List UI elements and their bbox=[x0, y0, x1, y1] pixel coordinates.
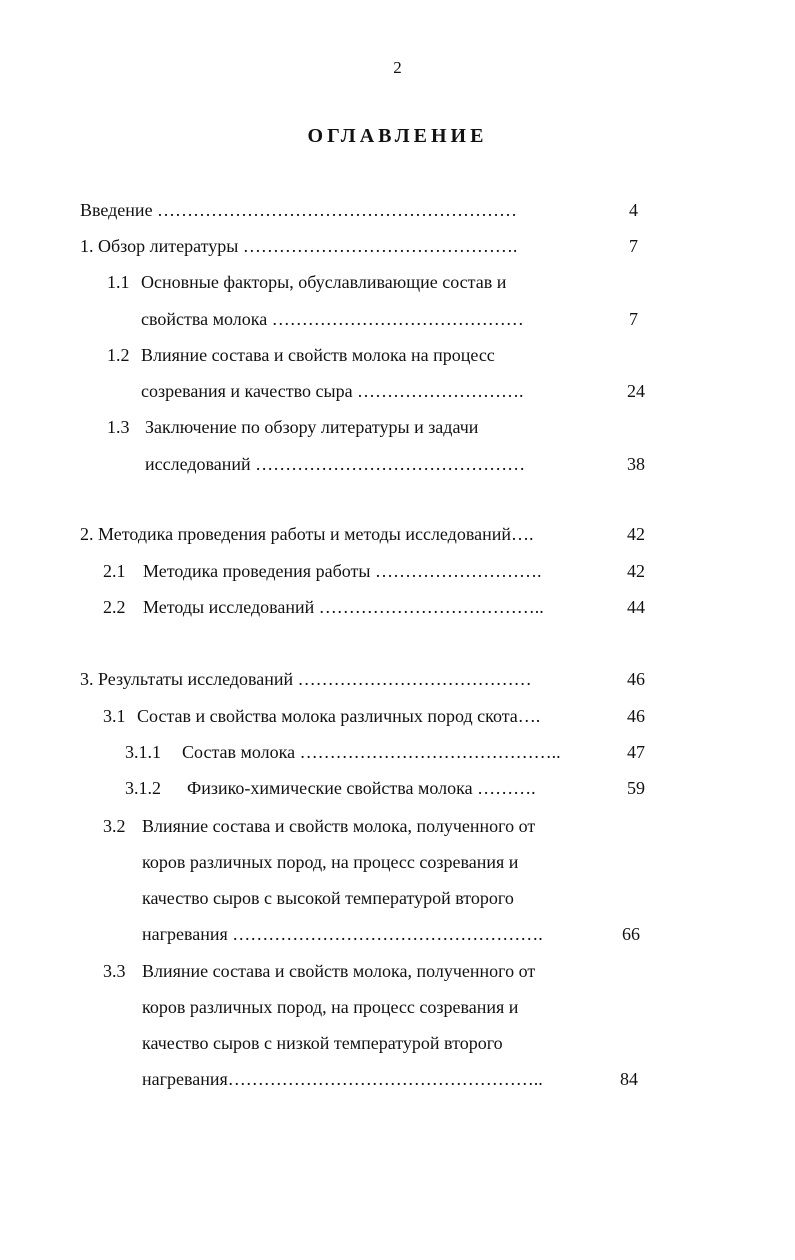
toc-page-2-2: 44 bbox=[627, 597, 645, 617]
toc-entry-1-3-number: 1.3 bbox=[107, 417, 130, 437]
toc-entry-3-3-line3: качество сыров с низкой температурой второго bbox=[142, 1033, 503, 1053]
toc-entry-3-3-number: 3.3 bbox=[103, 961, 126, 981]
toc-entry-2-1-number: 2.1 bbox=[103, 561, 126, 581]
toc-page-2: 42 bbox=[627, 524, 645, 544]
toc-entry-3-1-number: 3.1 bbox=[103, 706, 126, 726]
toc-page-2-1: 42 bbox=[627, 561, 645, 581]
toc-entry-1-1-line2: свойства молока …………………………………… bbox=[141, 309, 524, 329]
toc-entry-1-2-number: 1.2 bbox=[107, 345, 130, 365]
toc-entry-3: 3. Результаты исследований ………………………………… bbox=[80, 669, 532, 689]
toc-entry-1-1-number: 1.1 bbox=[107, 272, 130, 292]
page-number: 2 bbox=[393, 58, 402, 77]
toc-entry-2: 2. Методика проведения работы и методы исследований…. bbox=[80, 524, 534, 544]
toc-entry-3-1-2-number: 3.1.2 bbox=[125, 778, 161, 798]
toc-page-1: 7 bbox=[629, 236, 638, 256]
toc-entry-1: 1. Обзор литературы ………………………………………. bbox=[80, 236, 518, 256]
toc-entry-3-2-line2: коров различных пород, на процесс созревания и bbox=[142, 852, 519, 872]
toc-entry-2-2-text: Методы исследований ……………………………….. bbox=[143, 597, 544, 617]
page-title: ОГЛАВЛЕНИЕ bbox=[307, 125, 488, 147]
toc-page-3-3: 84 bbox=[620, 1069, 638, 1089]
toc-entry-1-1-line1: Основные факторы, обуславливающие состав и bbox=[141, 272, 507, 292]
toc-entry-1-3-line2: исследований ……………………………………… bbox=[145, 454, 526, 474]
toc-entry-2-2-number: 2.2 bbox=[103, 597, 126, 617]
toc-entry-3-3-line2: коров различных пород, на процесс созревания и bbox=[142, 997, 519, 1017]
toc-page-3-1: 46 bbox=[627, 706, 645, 726]
toc-entry-1-2-line1: Влияние состава и свойств молока на процесс bbox=[141, 345, 495, 365]
toc-entry-3-1-1-text: Состав молока …………………………………….. bbox=[182, 742, 561, 762]
toc-entry-3-1-text: Состав и свойства молока различных пород скота…. bbox=[137, 706, 541, 726]
toc-entry-3-2-line3: качество сыров с высокой температурой второго bbox=[142, 888, 514, 908]
toc-page-intro: 4 bbox=[629, 200, 638, 220]
toc-page-3-1-1: 47 bbox=[627, 742, 645, 762]
toc-entry-1-2-line2: созревания и качество сыра ………………………. bbox=[141, 381, 524, 401]
toc-entry-1-3-line1: Заключение по обзору литературы и задачи bbox=[145, 417, 479, 437]
toc-entry-3-3-line4: нагревания…………………………………………….. bbox=[142, 1069, 543, 1089]
toc-entry-3-1-1-number: 3.1.1 bbox=[125, 742, 161, 762]
toc-entry-intro: Введение …………………………………………………… bbox=[80, 200, 518, 220]
toc-page-3: 46 bbox=[627, 669, 645, 689]
toc-entry-3-2-line4: нагревания ……………………………………………. bbox=[142, 924, 543, 944]
toc-page-1-3: 38 bbox=[627, 454, 645, 474]
toc-page-3-1-2: 59 bbox=[627, 778, 645, 798]
toc-entry-3-3-line1: Влияние состава и свойств молока, полученного от bbox=[142, 961, 536, 981]
toc-entry-2-1-text: Методика проведения работы ………………………. bbox=[143, 561, 542, 581]
toc-page-1-1: 7 bbox=[629, 309, 638, 329]
toc-entry-3-2-line1: Влияние состава и свойств молока, полученного от bbox=[142, 816, 536, 836]
toc-entry-3-2-number: 3.2 bbox=[103, 816, 126, 836]
toc-page-3-2: 66 bbox=[622, 924, 640, 944]
toc-page-1-2: 24 bbox=[627, 381, 645, 401]
toc-entry-3-1-2-text: Физико-химические свойства молока ………. bbox=[187, 778, 536, 798]
